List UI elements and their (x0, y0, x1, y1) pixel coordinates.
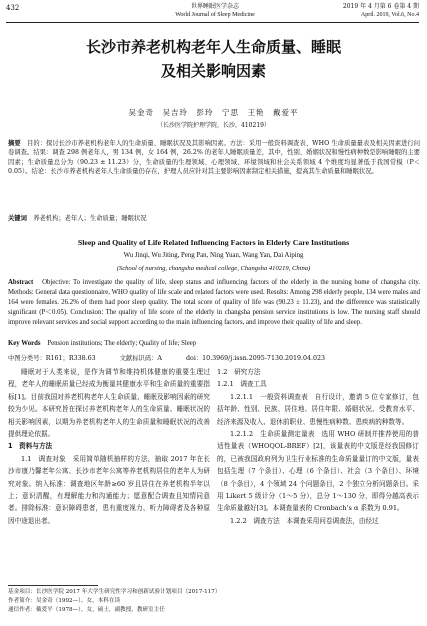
journal-name (150, 3, 280, 19)
footnote-fund: 基金项目：长沙医学院 2017 年大学生研究性学习和创新试验计划项目（2017-117） (8, 589, 221, 595)
abstract-cn-label: 摘要 (8, 140, 21, 147)
journal-name-en: World Journal of Sleep Medicine (175, 12, 255, 18)
section-heading-tools: 1.2.1 调查工具 (217, 380, 267, 389)
keywords-cn (8, 214, 420, 223)
general-info-paragraph: 1.2.1.1 一般资料调查表 自行设计，邀请 5 位专家修订，包括年龄、性别、民族、居住地、居住年限、婚姻状况、受教育水平、经济来源及收入、退休前职业、患慢性病种数、患疾病的种数等。 (217, 392, 419, 426)
title-en: Sleep and Quality of Life Related Influencing Factors in Elderly Care Institutions (77, 238, 350, 247)
abstract-en-label: Abstract (8, 279, 34, 286)
abstract-cn-text: 目的：探讨长沙市养老机构老年人的生命质量、睡眠状况及其影响因素。方法：采用一般资料调查表、WHO 生命质量量表及相关因素进行问卷调查。结果：调查 298 例老年人，男 134 例，女 164 例，26.2% 的老年人睡眠质量差，其中，性别、婚姻状况和慢性病种数是影响睡眠的主要因素；生命质量总分为（90.23 ± 11.23）分，生命质量的生理领域、心理领域、环境领域和社会关系领域 4 个维度均显著低于我国常模（P＜0.05）。结论：长沙市养老机构老年人生命质量仍存在，护理人员应针对其主要影响因素制定相关措施，提高其生命质量和睡眠状况。 (8, 140, 421, 175)
article-meta (8, 353, 347, 362)
keywords-cn-text: 养老机构；老年人；生命质量；睡眠状况 (33, 215, 147, 222)
intro-paragraph: 睡眠对于人类来说，是作为调节和维持机体健康的重要生理过程，老年人的睡眠质量已经成为衡量其健康水平和生命质量的重要指标[1]。目前我国对养老机构老年人生命质量、睡眠及影响因素的研究较为少见。本研究旨在探讨养老机构老年人的生命质量、睡眠状况的相关影响因素，以期为养老机构老年人的生命质量和睡眠状况的改善提供理论依据。 (8, 368, 210, 439)
affiliation-cn: （长沙医学院护理学院，长沙，410219） (157, 122, 270, 129)
authors-en: Wu Jinqi, Wu Jiting, Peng Pan, Ning Yuan, Wang Yan, Dai Aiping (123, 252, 304, 259)
issue-en: April. 2019, Vol.6, No.4 (360, 12, 419, 18)
authors-cn: 吴金奇 吴吉玲 彭玲 宁思 王艳 戴爱平 (128, 108, 299, 117)
footnote-corresponding: 通信作者：戴爱平（1978—），女，硕士，副教授，教研室主任 (8, 607, 165, 613)
body-left-column (8, 366, 210, 527)
clc-number: 中图分类号：R161；R338.63 (8, 355, 96, 362)
section-heading-methods: 1.2 研究方法 (217, 368, 261, 376)
issue-info (343, 3, 419, 19)
survey-method-paragraph: 1.2.2 调查方法 本调查采用问卷调查法，由经过 (230, 516, 379, 525)
header-rule (6, 22, 419, 23)
keywords-cn-label: 关键词 (8, 215, 27, 222)
affiliation-en: (School of nursing, changsha medical college, Changsha 410219, China) (116, 265, 311, 272)
body-right-column (217, 366, 419, 527)
keywords-en-text: Pension institutions; The elderly; Quality of life; Sleep (47, 340, 197, 347)
footnote-rule (8, 585, 98, 586)
doi: doi：10.3969/j.issn.2095-7130.2019.04.023 (186, 355, 326, 362)
keywords-en (8, 339, 420, 349)
footnote-author: 作者简介：吴金奇（1992—），女，本科在读 (8, 598, 121, 604)
title-cn-line2: 及相关影响因素 (160, 62, 266, 80)
abstract-en-text: Objective: To investigate the quality of life, sleep status and influencing factors of the elderly in the nursing home of changsha city. Methods: General data questionnaire, WHO quality of life scale and related factors were used. Results: Among 298 elderly people, 134 were males and 164 were females. 26.2% of them had poor sleep quality. The total score of quality of life was (90.23 ± 11.23), and the difference was statistically significant (P＜0.05). Conclusion: The quality of life score of the elderly in changsha pension service institutions is low. The nursing staff should improve relevant services and social support according to the main influencing factors, and improve their quality of life and sleep. (8, 279, 421, 326)
subjects-paragraph: 1.1 调查对象 采用简单随机抽样的方法，抽取 2017 年在长沙市康乃馨老年公寓、长沙市老年公寓等养老机构居住的老年人为研究对象。纳入标准：调查地区年龄≥60 岁且居住在养老机构半年以上；意识清醒，有理解能力和沟通能力；愿意配合调查且知情同意者。排除标准：意识障碍患者，患有重度视力、听力障碍者及各种原因中途退出者。 (8, 454, 210, 525)
document-code: 文献标识码：A (119, 355, 162, 362)
journal-name-cn: 世界睡眠医学杂志 (190, 3, 239, 10)
qol-scale-paragraph: 1.2.1.2 生命质量测定量表 选用 WHO 研制并推荐使用的普适性量表（WHOQOL-BREF）[2]，该量表的中文版是经我国修订的，已被我国政府列为卫生行业标准的生命质量量订的中文版，量表包括生理（7 个条目）、心理（6 个条目）、社会（3 个条目）、环境（8 个条目），4 个领域 24 个问题条目，2 个独立分析问题条目。采用 Likert 5 级计分（1～5 分），总分 1～130 分，即得分越高表示生命质量越好[3]。本调查量表的 Cronbach's α 系数为 0.91。 (217, 430, 419, 513)
page-number: 432 (6, 4, 20, 12)
issue-cn: 2019 年 4 月第 6 卷第 4 期 (342, 3, 419, 10)
keywords-en-label: Key Words (8, 340, 41, 347)
abstract-en (8, 278, 420, 328)
title-cn-line1: 长沙市养老机构老年人生命质量、睡眠 (85, 38, 341, 56)
section-heading-materials: 1 资料与方法 (8, 442, 53, 451)
abstract-cn (8, 139, 420, 176)
